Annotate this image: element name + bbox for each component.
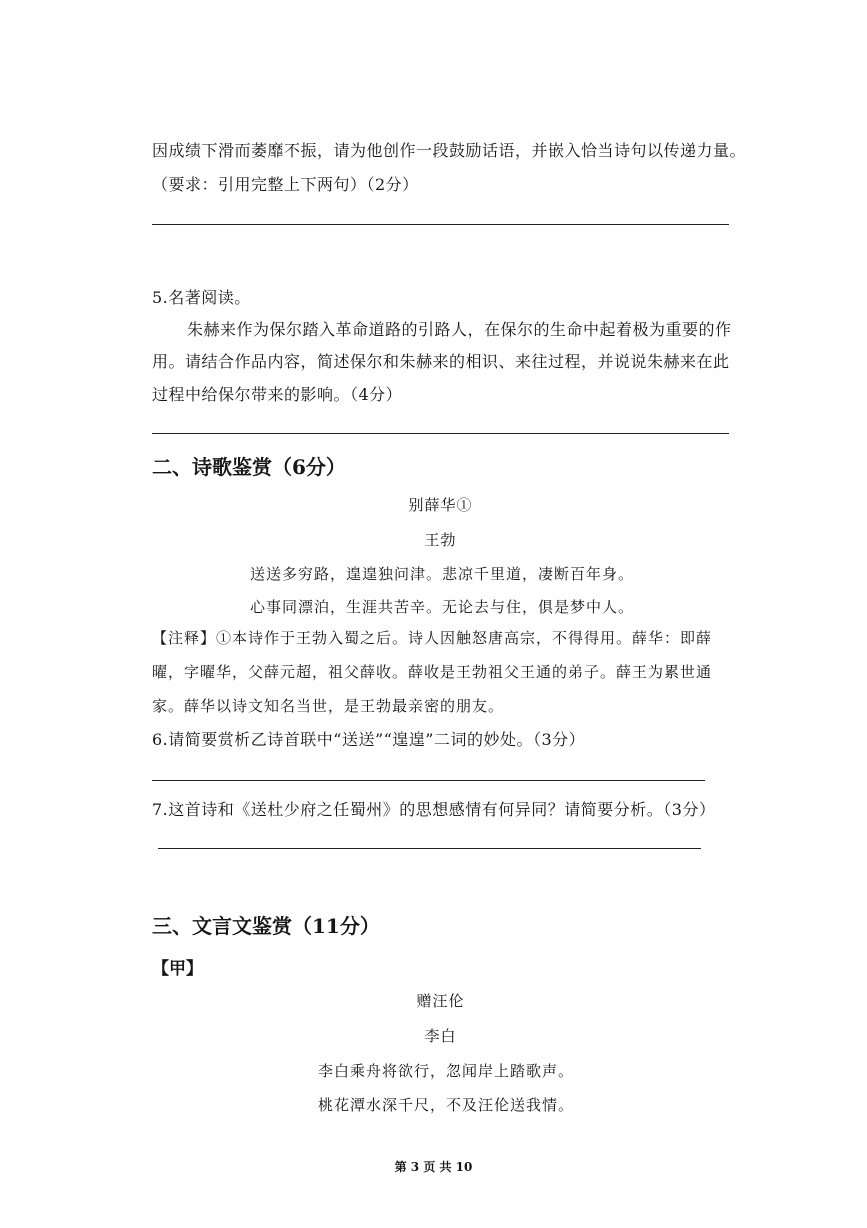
answer-line-q6[interactable] [152,780,705,781]
q6-text: 6.请简要赏析乙诗首联中“送送”“遑遑”二词的妙处。（3分） [152,730,586,749]
answer-line-q7[interactable] [158,848,701,849]
q5-text-line2: 用。请结合作品内容，简述保尔和朱赫来的相识、来往过程，并说说朱赫来在此 [152,352,730,371]
answer-line-q5[interactable] [152,433,729,434]
q5-title: 5.名著阅读。 [152,288,251,307]
q5-text-line3: 过程中给保尔带来的影响。（4分） [152,385,403,404]
poem2-line1: 送送多穷路，遑遑独问津。悲凉千里道，凄断百年身。 [250,565,635,583]
section3-heading: 三、文言文鉴赏（11分） [152,914,380,938]
poem3-title: 赠汪伦 [416,992,465,1010]
poem2-notes [152,621,742,723]
q4-text-line1: 因成绩下滑而萎靡不振，请为他创作一段鼓励话语，并嵌入恰当诗句以传递力量。 [152,141,747,160]
q4-requirement: （要求：引用完整上下两句）（2分） [152,175,419,194]
note-line2: 曜，字曜华，父薛元超，祖父薛收。薛收是王勃祖父王通的弟子。薛王为累世通 [152,663,713,681]
part-label-jia: 【甲】 [152,959,203,979]
q7-text: 7.这首诗和《送杜少府之任蜀州》的思想感情有何异同？请简要分析。（3分） [152,800,716,819]
page-number: 第 3 页 共 10 [394,1160,473,1174]
q5-text-line1: 朱赫来作为保尔踏入革命道路的引路人，在保尔的生命中起着极为重要的作 [187,320,732,339]
poem2-title: 别薛华① [408,496,473,514]
note-line1: 【注释】①本诗作于王勃入蜀之后。诗人因触怒唐高宗，不得得用。薛华：即薛 [152,629,713,647]
poem2-author: 王勃 [424,531,457,549]
poem3-line2: 桃花潭水深千尺，不及汪伦送我情。 [318,1096,575,1114]
poem3-author: 李白 [424,1027,457,1045]
poem3-line1: 李白乘舟将欲行，忽闻岸上踏歌声。 [318,1062,575,1080]
note-line3: 家。薛华以诗文知名当世，是王勃最亲密的朋友。 [152,697,505,715]
poem2-line2: 心事同漂泊，生涯共苦辛。无论去与住，俱是梦中人。 [250,598,635,616]
answer-line-q4[interactable] [152,224,729,225]
section2-heading: 二、诗歌鉴赏（6分） [152,455,346,479]
